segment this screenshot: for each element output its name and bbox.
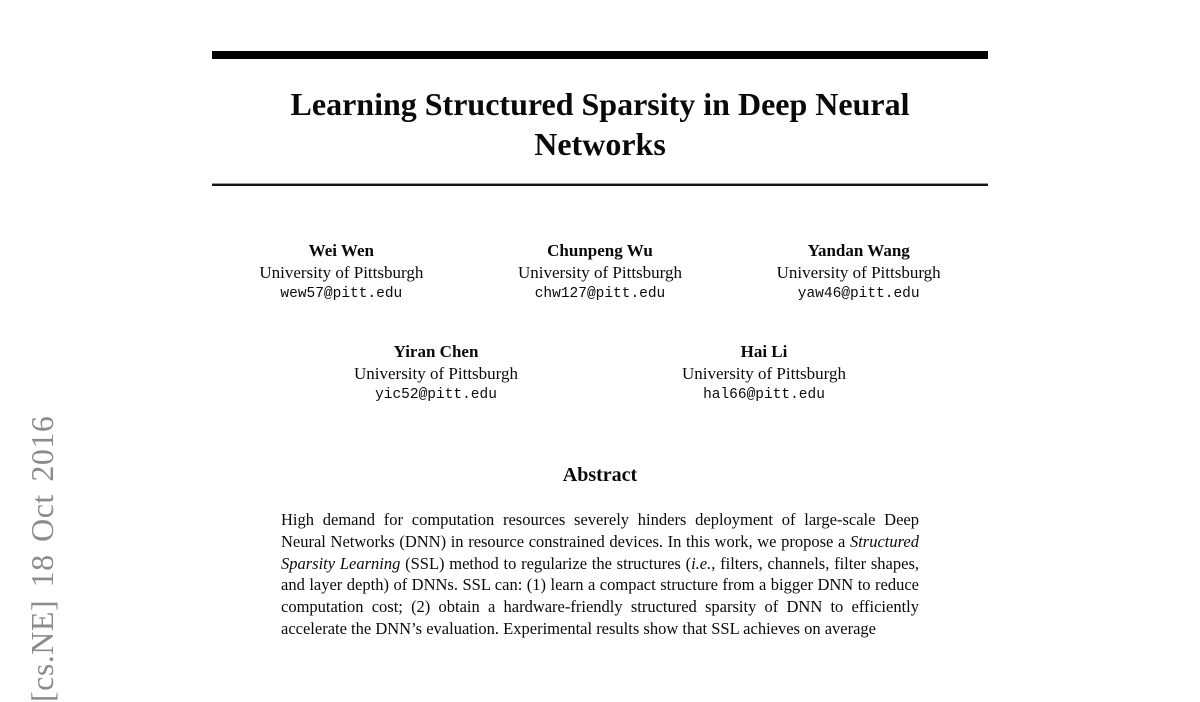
authors-row-2	[212, 341, 988, 406]
author-email: chw127@pitt.edu	[534, 286, 666, 302]
author-block	[212, 240, 471, 305]
abstract-text	[281, 509, 919, 640]
author-affiliation: University of Pittsburgh	[681, 364, 847, 383]
author-name: Chunpeng Wu	[547, 241, 653, 260]
title-rule-thin	[212, 183, 988, 186]
author-affiliation: University of Pittsburgh	[353, 364, 519, 383]
author-affiliation: University of Pittsburgh	[517, 263, 683, 282]
author-block	[272, 341, 600, 406]
author-name: Yiran Chen	[393, 342, 479, 361]
author-email: yic52@pitt.edu	[375, 387, 497, 403]
author-block	[471, 240, 730, 305]
author-affiliation: University of Pittsburgh	[259, 263, 424, 282]
paper-page	[212, 51, 988, 640]
author-email: yaw46@pitt.edu	[797, 286, 920, 302]
abstract-heading: Abstract	[562, 464, 638, 486]
abstract-segment-italic: Structured Sparsity Learning	[281, 531, 919, 573]
abstract-segment-italic: i.e.	[691, 553, 712, 573]
author-email: wew57@pitt.edu	[280, 286, 403, 302]
paper-title: Learning Structured Sparsity in Deep Neural Networks	[290, 86, 910, 162]
abstract-segment: High demand for computation resources severely hinders deployment of large-scale Deep Neural Networks (DNN) in resource constrained devices. In this work, we propose a	[281, 510, 919, 551]
author-block	[729, 240, 988, 305]
arxiv-watermark: [cs.NE] 18 Oct 2016	[24, 415, 60, 702]
author-block	[600, 341, 928, 406]
abstract-segment: (SSL) method to regularize the structures (	[400, 553, 692, 573]
author-name: Yandan Wang	[807, 241, 910, 260]
authors-row-1	[212, 240, 988, 305]
author-affiliation: University of Pittsburgh	[776, 263, 941, 282]
author-name: Hai Li	[740, 342, 788, 361]
top-rule-thick	[212, 51, 988, 59]
author-email: hal66@pitt.edu	[703, 387, 825, 403]
author-name: Wei Wen	[308, 241, 374, 260]
abstract-segment: , filters, channels, filter shapes, and layer depth) of DNNs. SSL can: (1) learn a compact structure from a bigger DNN to reduce computation cost; (2) obtain a hardware-friendly structured sparsity of DNN to efficiently accelerate the DNN’s evaluation. Experimental results show that SSL achieves on average	[281, 553, 920, 638]
